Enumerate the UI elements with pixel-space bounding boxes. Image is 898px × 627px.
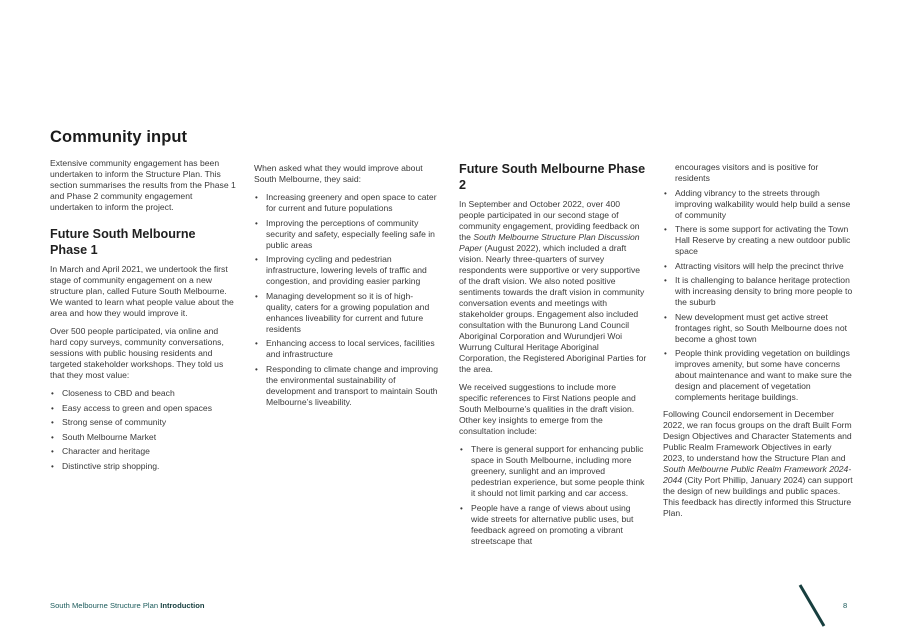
continued-text: encourages visitors and is positive for residents bbox=[675, 162, 819, 183]
insights-list-continued bbox=[663, 188, 853, 404]
list-item: • Distinctive strip shopping. bbox=[50, 461, 236, 472]
list-item: • Attracting visitors will help the precinct thrive bbox=[663, 261, 853, 272]
insights-list bbox=[459, 444, 647, 547]
footer-document-title: South Melbourne Structure Plan bbox=[50, 601, 159, 610]
list-item: • There is general support for enhancing public space in South Melbourne, including more greenery, sunlight and an improved pedestrian experience, but some people think it should not limit parking and car access. bbox=[459, 444, 647, 499]
list-item: • South Melbourne Market bbox=[50, 432, 236, 443]
footer-section-name: Introduction bbox=[160, 601, 205, 610]
column-2 bbox=[254, 163, 438, 414]
focus-groups-paragraph bbox=[663, 409, 853, 519]
list-item: • People think providing vegetation on buildings improves amenity, but some have concerns about maintenance and want to make sure the design and placement of vegetation complements heritage buildings. bbox=[663, 348, 853, 403]
phase2-paragraph-2: We received suggestions to include more specific references to First Nations people and South Melbourne’s qualities in the draft vision. Other key insights to emerge from the consultation include: bbox=[459, 382, 636, 436]
list-item: • Improving the perceptions of community security and safety, especially feeling safe in public areas bbox=[254, 218, 438, 251]
text-span: Following Council endorsement in December 2022, we ran focus groups on the draft Built Form Design Objectives and Character Statements and Public Realm Framework Objectives in early 2023, to understand how the Structure Plan and bbox=[663, 409, 852, 463]
list-item: • It is challenging to balance heritage protection with increasing density to bring more people to the suburb bbox=[663, 275, 853, 308]
list-item: • Increasing greenery and open space to cater for current and future populations bbox=[254, 192, 438, 214]
page-title: Community input bbox=[50, 128, 188, 146]
list-item: • Adding vibrancy to the streets through improving walkability would help build a sense of community bbox=[663, 188, 853, 221]
improve-list bbox=[254, 192, 438, 408]
list-item: • People have a range of views about using wide streets for alternative public uses, but feedback agreed on promoting a vibrant streetscape that bbox=[459, 503, 647, 547]
list-item: • Enhancing access to local services, facilities and infrastructure bbox=[254, 338, 438, 360]
discussion-paper-title: South Melbourne Structure Plan Discussion Paper bbox=[459, 232, 640, 253]
column-3 bbox=[459, 162, 647, 553]
phase2-heading: Future South Melbourne Phase 2 bbox=[459, 162, 646, 192]
list-item: • New development must get active street frontages right, so South Melbourne does not become a ghost town bbox=[663, 312, 853, 345]
list-item: • Character and heritage bbox=[50, 446, 236, 457]
list-item: • There is some support for activating the Town Hall Reserve by creating a new outdoor public space bbox=[663, 224, 853, 257]
list-item: • Closeness to CBD and beach bbox=[50, 388, 236, 399]
footer-label bbox=[50, 601, 205, 610]
column-4 bbox=[663, 162, 853, 526]
public-realm-framework-title: South Melbourne Public Realm Framework 2024-2044 bbox=[663, 464, 852, 485]
list-item: • Managing development so it is of high-quality, caters for a growing population and enhances liveability for current and future residents bbox=[254, 291, 438, 335]
text-span: (August 2022), which included a draft vision. Nearly three-quarters of survey respondents were supportive or very supportive of the draft vision. We also noted positive sentiments towards the draft vision in community conversation events and meetings with stakeholder groups. Engagement also included consultation with the Bunurong Land Council Aboriginal Corporation and Wurundjeri Woi Wurrung Cultural Heritage Aboriginal Corporation, the Registered Aboriginal Parties for the area. bbox=[459, 243, 647, 374]
phase2-paragraph-1 bbox=[459, 199, 647, 375]
column-1 bbox=[50, 158, 236, 478]
list-item: • Easy access to green and open spaces bbox=[50, 403, 236, 414]
list-item: • Strong sense of community bbox=[50, 417, 236, 428]
value-list bbox=[50, 388, 236, 472]
improve-intro: When asked what they would improve about South Melbourne, they said: bbox=[254, 163, 423, 184]
page-number: 8 bbox=[843, 601, 848, 610]
decorative-slash-icon bbox=[796, 584, 826, 627]
phase1-heading: Future South Melbourne Phase 1 bbox=[50, 227, 196, 257]
text-span: In September and October 2022, over 400 people participated in our second stage of community engagement, providing feedback on the bbox=[459, 199, 640, 242]
phase1-paragraph-2: Over 500 people participated, via online and hard copy surveys, community conversations, sessions with public housing residents and targeted stakeholder workshops. They told us that they most value: bbox=[50, 326, 224, 380]
list-item: • Improving cycling and pedestrian infrastructure, lowering levels of traffic and congestion, and providing easier parking bbox=[254, 254, 438, 287]
phase1-paragraph-1: In March and April 2021, we undertook the first stage of community engagement on a new structure plan, called Future South Melbourne. We wanted to learn what people value about the area and how they would improve it. bbox=[50, 264, 234, 318]
text-span: (City Port Phillip, January 2024) can support the design of new buildings and public spaces. This feedback has directly informed this Structure Plan. bbox=[663, 475, 853, 518]
intro-paragraph: Extensive community engagement has been undertaken to inform the Structure Plan. This section summarises the results from the Phase 1 and Phase 2 community engagement undertaken to inform the project. bbox=[50, 158, 236, 212]
list-item: • Responding to climate change and improving the environmental sustainability of development and transport to maintain South Melbourne’s liveability. bbox=[254, 364, 438, 408]
